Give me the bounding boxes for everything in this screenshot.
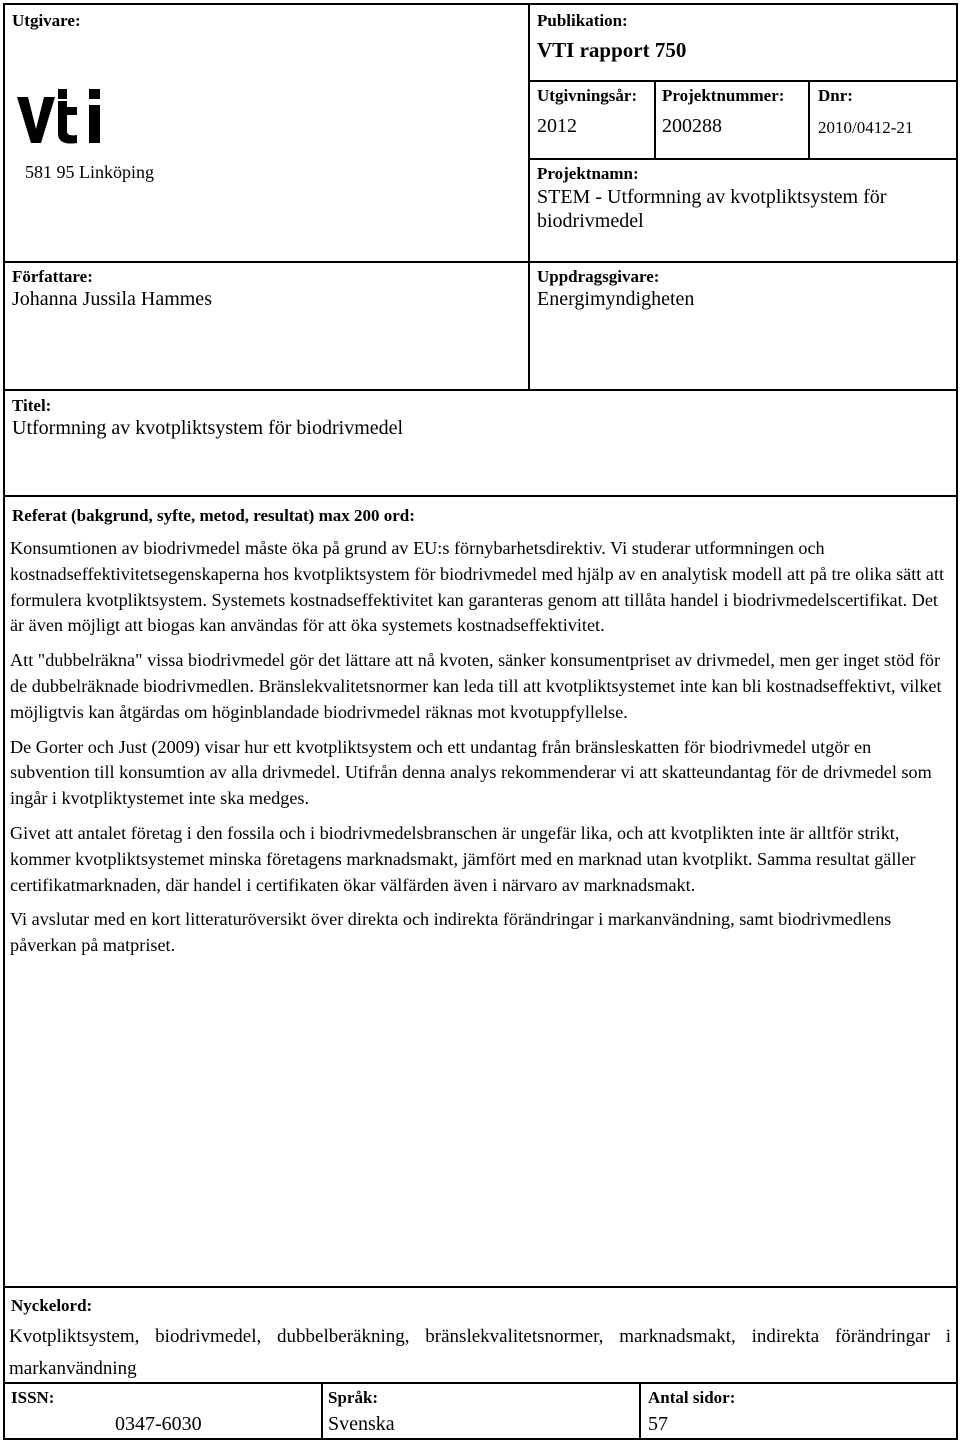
- pages-value: 57: [648, 1413, 668, 1435]
- year-label: Utgivningsår:: [537, 86, 638, 105]
- abstract-body: [10, 536, 950, 968]
- publication-value: VTI rapport 750: [537, 38, 687, 62]
- dnr-cell: [808, 80, 958, 160]
- abstract-paragraph: Givet att antalet företag i den fossila och i biodrivmedelsbranschen är ungefär lika, och att kvotplikten inte är alltför strikt, kommer kvotpliktsystemet minska företagens marknadsmakt, jämfört med en marknad utan kvotplikt. Samma resultat gäller certifikatmarknaden, där handel i certifikaten ökar välfärden även i närvaro av marknadsmakt.: [10, 822, 916, 895]
- publisher-cell: [3, 3, 530, 263]
- language-label: Språk:: [328, 1388, 379, 1407]
- keywords-label: Nyckelord:: [11, 1296, 93, 1315]
- pages-cell: [639, 1382, 958, 1440]
- language-value: Svenska: [328, 1413, 395, 1435]
- publisher-label: Utgivare:: [12, 11, 81, 30]
- vti-logo: [15, 85, 107, 147]
- commissioner-cell: [528, 261, 958, 391]
- project-number-label: Projektnummer:: [662, 86, 785, 105]
- abstract-paragraph: De Gorter och Just (2009) visar hur ett kvotpliktsystem och ett undantag från bränsleskatten för biodrivmedel utgör en subvention till konsumtion av alla drivmedel. Utifrån denna analys rekommenderar vi att skatteundantag för de drivmedel som ingår i kvotpliktystemet inte ska medges.: [10, 736, 932, 809]
- publisher-address: 581 95 Linköping: [25, 162, 154, 182]
- project-name-cell: [528, 158, 958, 263]
- commissioner-value: Energimyndigheten: [537, 288, 695, 310]
- project-name-line1: STEM - Utformning av kvotpliktsystem för: [537, 186, 887, 208]
- abstract-paragraph: Vi avslutar med en kort litteraturöversikt över direkta och indirekta förändringar i markanvändning, samt biodrivmedlens påverkan på matpriset.: [10, 909, 892, 956]
- publication-cell: [528, 3, 958, 82]
- project-name-label: Projektnamn:: [537, 164, 639, 183]
- abstract-paragraph: Konsumtionen av biodrivmedel måste öka på grund av EU:s förnybarhetsdirektiv. Vi studerar utformningen och kostnadseffektivitetsegenskaperna hos kvotpliktsystem för biodrivmedel med hjälp av en analytisk modell att på tre olika sätt att formulera kvotpliktsystem. Systemets kostnadseffektivitet kan garanteras genom att tillåta handel i biodrivmedelscertifikat. Det är även möjligt att biogas kan användas för att öka systemets kostnadseffektivitet.: [10, 538, 945, 636]
- author-cell: [3, 261, 530, 391]
- title-value: Utformning av kvotpliktsystem för biodrivmedel: [12, 417, 404, 439]
- project-number-value: 200288: [662, 115, 722, 137]
- publication-label: Publikation:: [537, 11, 628, 30]
- dnr-label: Dnr:: [818, 86, 853, 105]
- author-value: Johanna Jussila Hammes: [12, 288, 212, 310]
- abstract-label: Referat (bakgrund, syfte, metod, resultat) max 200 ord:: [12, 506, 415, 525]
- title-label: Titel:: [12, 396, 52, 415]
- language-cell: [321, 1382, 641, 1440]
- abstract-paragraph: Att "dubbelräkna" vissa biodrivmedel gör det lättare att nå kvoten, sänker konsumentpriset av drivmedel, men ger inget stöd för de dubbelräknade biodrivmedlen. Bränslekvalitetsnormer kan leda till att kvotpliktsystemet inte kan bli kostnadseffektivt, vilket möjligtvis kan åtgärdas om höginblandade biodrivmedel räknas mot kvotuppfyllelse.: [10, 650, 942, 722]
- dnr-value: 2010/0412-21: [818, 118, 914, 137]
- keywords-value: Kvotpliktsystem, biodrivmedel, dubbelberäkning, bränslekvalitetsnormer, marknadsmakt, indirekta förändringar i markanvändning: [9, 1326, 951, 1379]
- issn-label: ISSN:: [11, 1388, 55, 1407]
- issn-value: 0347-6030: [115, 1413, 202, 1435]
- issn-cell: [3, 1382, 323, 1440]
- year-cell: [528, 80, 656, 160]
- project-name-line2: biodrivmedel: [537, 210, 644, 232]
- pages-label: Antal sidor:: [648, 1388, 736, 1407]
- title-cell: [3, 389, 958, 497]
- year-value: 2012: [537, 115, 577, 137]
- commissioner-label: Uppdragsgivare:: [537, 267, 660, 286]
- author-label: Författare:: [12, 267, 93, 286]
- project-number-cell: [654, 80, 810, 160]
